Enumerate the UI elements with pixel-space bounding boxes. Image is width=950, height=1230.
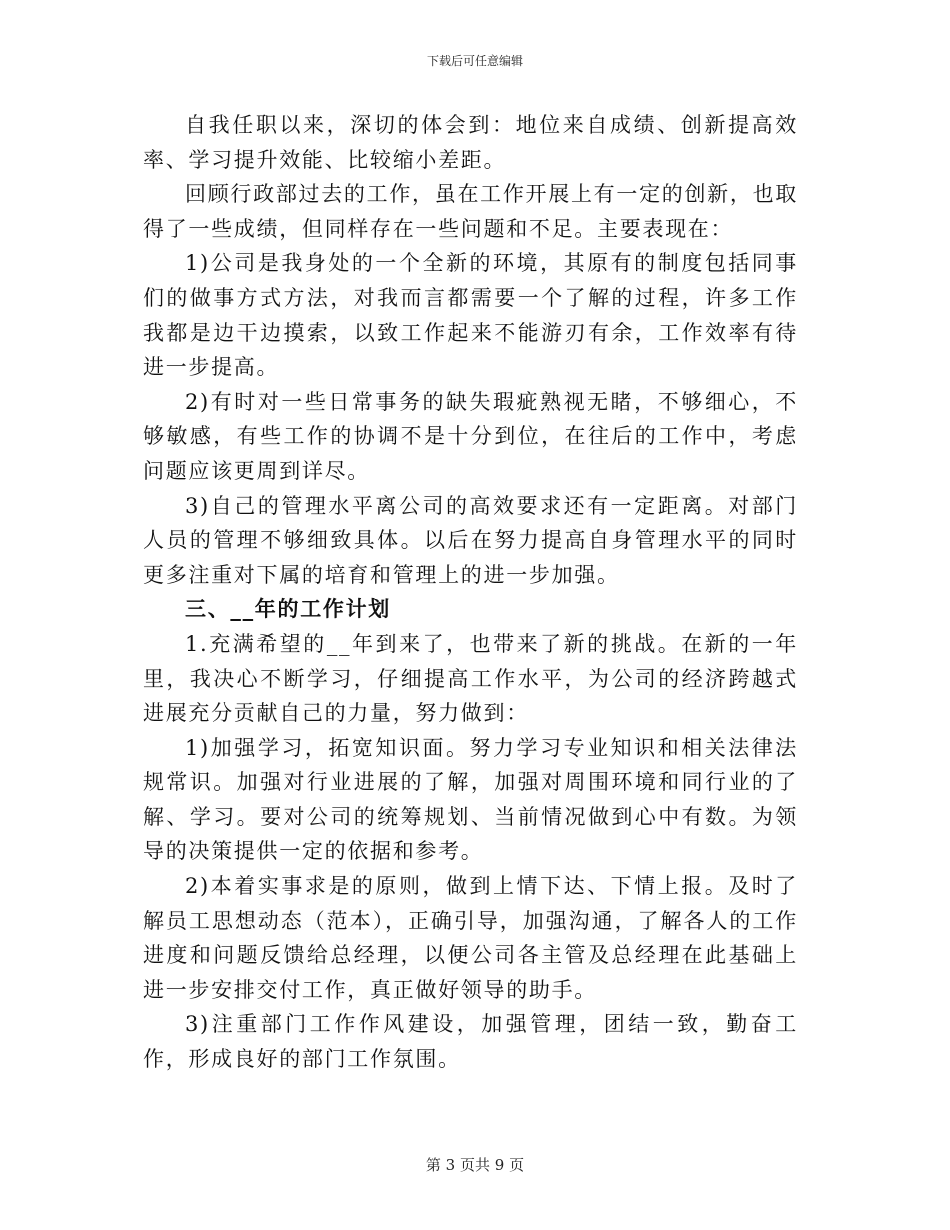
paragraph: 自我任职以来，深切的体会到：地位来自成绩、创新提高效率、学习提升效能、比较缩小差距。 — [143, 113, 798, 172]
page-footer: 第 3 页共 9 页 — [425, 1156, 525, 1174]
paragraph: 2)有时对一些日常事务的缺失瑕疵熟视无睹，不够细心，不够敏感，有些工作的协调不是十分到位，在往后的工作中，考虑问题应该更周到详尽。 — [143, 389, 798, 483]
page-header: 下载后可任意编辑 — [426, 54, 523, 68]
paragraph: 3)注重部门工作作风建设，加强管理，团结一致，勤奋工作，形成良好的部门工作氛围。 — [143, 1012, 798, 1072]
paragraph: 1)加强学习，拓宽知识面。努力学习专业知识和相关法律法规常识。加强对行业进展的了解，加强对周围环境和同行业的了解、学习。要对公司的统筹规划、当前情况做到心中有数。为领导的决策提供一定的依据和参考。 — [143, 735, 798, 864]
paragraph: 2)本着实事求是的原则，做到上情下达、下情上报。及时了解员工思想动态（范本），正确引导，加强沟通，了解各人的工作进度和问题反馈给总经理，以便公司各主管及总经理在此基础上进一步安排交付工作，真正做好领导的助手。 — [143, 874, 798, 1002]
paragraph: 1.充满希望的__年到来了，也带来了新的挑战。在新的一年里，我决心不断学习，仔细提高工作水平，为公司的经济跨越式进展充分贡献自己的力量，努力做到： — [143, 631, 798, 726]
paragraph: 1)公司是我身处的一个全新的环境，其原有的制度包括同事们的做事方式方法，对我而言都需要一个了解的过程，许多工作我都是边干边摸索，以致工作起来不能游刃有余，工作效率有待进一步提高。 — [143, 251, 798, 380]
paragraph: 回顾行政部过去的工作，虽在工作开展上有一定的创新，也取得了一些成绩，但同样存在一些问题和不足。主要表现在： — [143, 182, 798, 241]
document-body — [143, 108, 798, 1077]
paragraph: 3)自己的管理水平离公司的高效要求还有一定距离。对部门人员的管理不够细致具体。以后在努力提高自身管理水平的同时更多注重对下属的培育和管理上的进一步加强。 — [143, 493, 798, 587]
section-heading: 三、__年的工作计划 — [185, 596, 391, 622]
